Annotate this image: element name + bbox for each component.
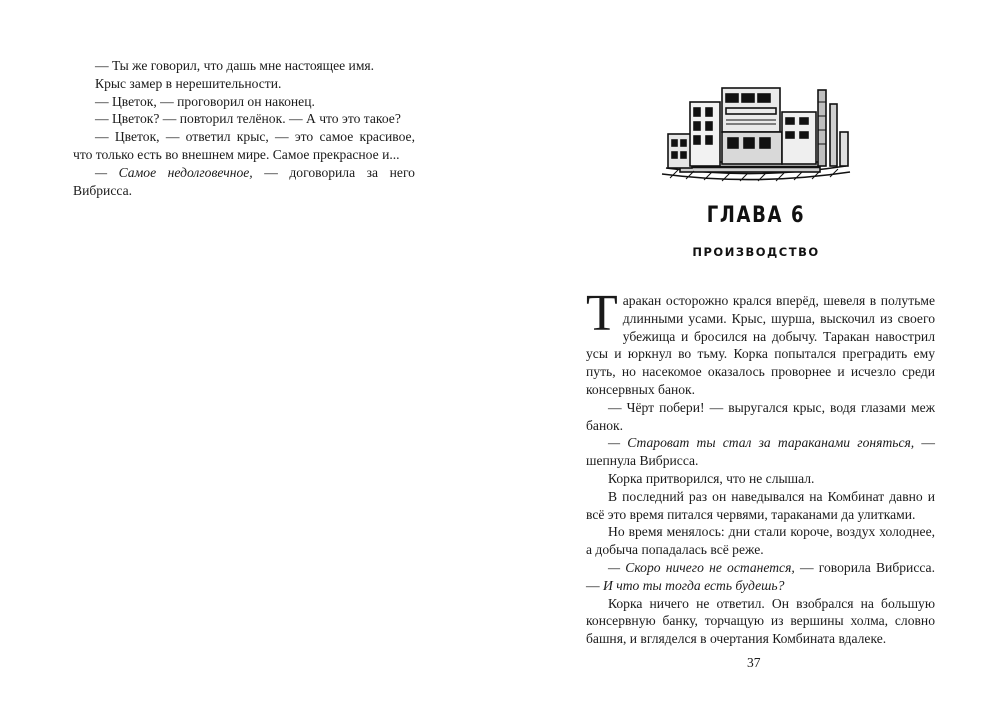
- paragraph: [73, 164, 415, 200]
- plain-speech: — шепнула Вибрисса.: [586, 435, 935, 469]
- paragraph: Крыс замер в нерешительности.: [95, 75, 282, 91]
- chapter-title: ГЛАВА 6: [706, 203, 806, 228]
- italic-speech: И что ты тогда есть будешь?: [599, 577, 785, 593]
- paragraph: Корка притворился, что не слышал.: [608, 470, 815, 486]
- paragraph: [586, 559, 935, 595]
- paragraph: [586, 434, 935, 470]
- paragraph: — Цветок, — ответил крыс, — это самое красивое, что только есть во внешнем мире. Самое прекрасное и...: [73, 129, 415, 162]
- right-page-text: [586, 285, 935, 648]
- italic-speech: — Староват ты стал за тараканами гоняться,: [608, 435, 915, 451]
- factory-illustration: [660, 82, 852, 188]
- drop-cap: Т: [586, 285, 618, 342]
- italic-speech: — Скоро ничего не останется,: [608, 559, 795, 575]
- plain-speech: — договорила за него Вибрисса.: [73, 164, 415, 198]
- plain-speech: — говорила Вибрисса. —: [586, 559, 935, 593]
- right-page: [500, 0, 1000, 709]
- first-paragraph-text: аракан осторожно крался вперёд, шевеля в полутьме длинными усами. Крыс, шурша, выскочил из своего убежища и бросился на добычу. Таракан навострил усы и юркнул во тьму. Корка попытался преградить ему путь, но насекомое оказалось проворнее и исчезло среди консервных банок.: [586, 293, 935, 397]
- italic-speech: — Самое недолговечное,: [95, 164, 253, 180]
- paragraph: — Чёрт побери! — выругался крыс, водя глазами меж банок.: [586, 399, 935, 433]
- paragraph: Корка ничего не ответил. Он взобрался на большую консервную банку, торчащую из вершины холма, словно башня, и вгляделся в очертания Комбината вдалеке.: [586, 595, 935, 647]
- first-paragraph: [586, 285, 935, 399]
- paragraph: — Цветок, — проговорил он наконец.: [95, 93, 315, 109]
- paragraph: В последний раз он наведывался на Комбинат давно и всё это время питался червями, тараканами да улитками.: [586, 488, 935, 522]
- paragraph: — Ты же говорил, что дашь мне настоящее имя.: [95, 58, 375, 73]
- page-number: 37: [747, 655, 761, 670]
- chapter-subtitle: ПРОИЗВОДСТВО: [692, 245, 820, 259]
- left-page-text: [73, 57, 415, 199]
- paragraph: — Цветок? — повторил телёнок. — А что это такое?: [95, 111, 401, 127]
- paragraph: Но время менялось: дни стали короче, воздух холоднее, а добыча попадалась всё реже.: [586, 524, 935, 558]
